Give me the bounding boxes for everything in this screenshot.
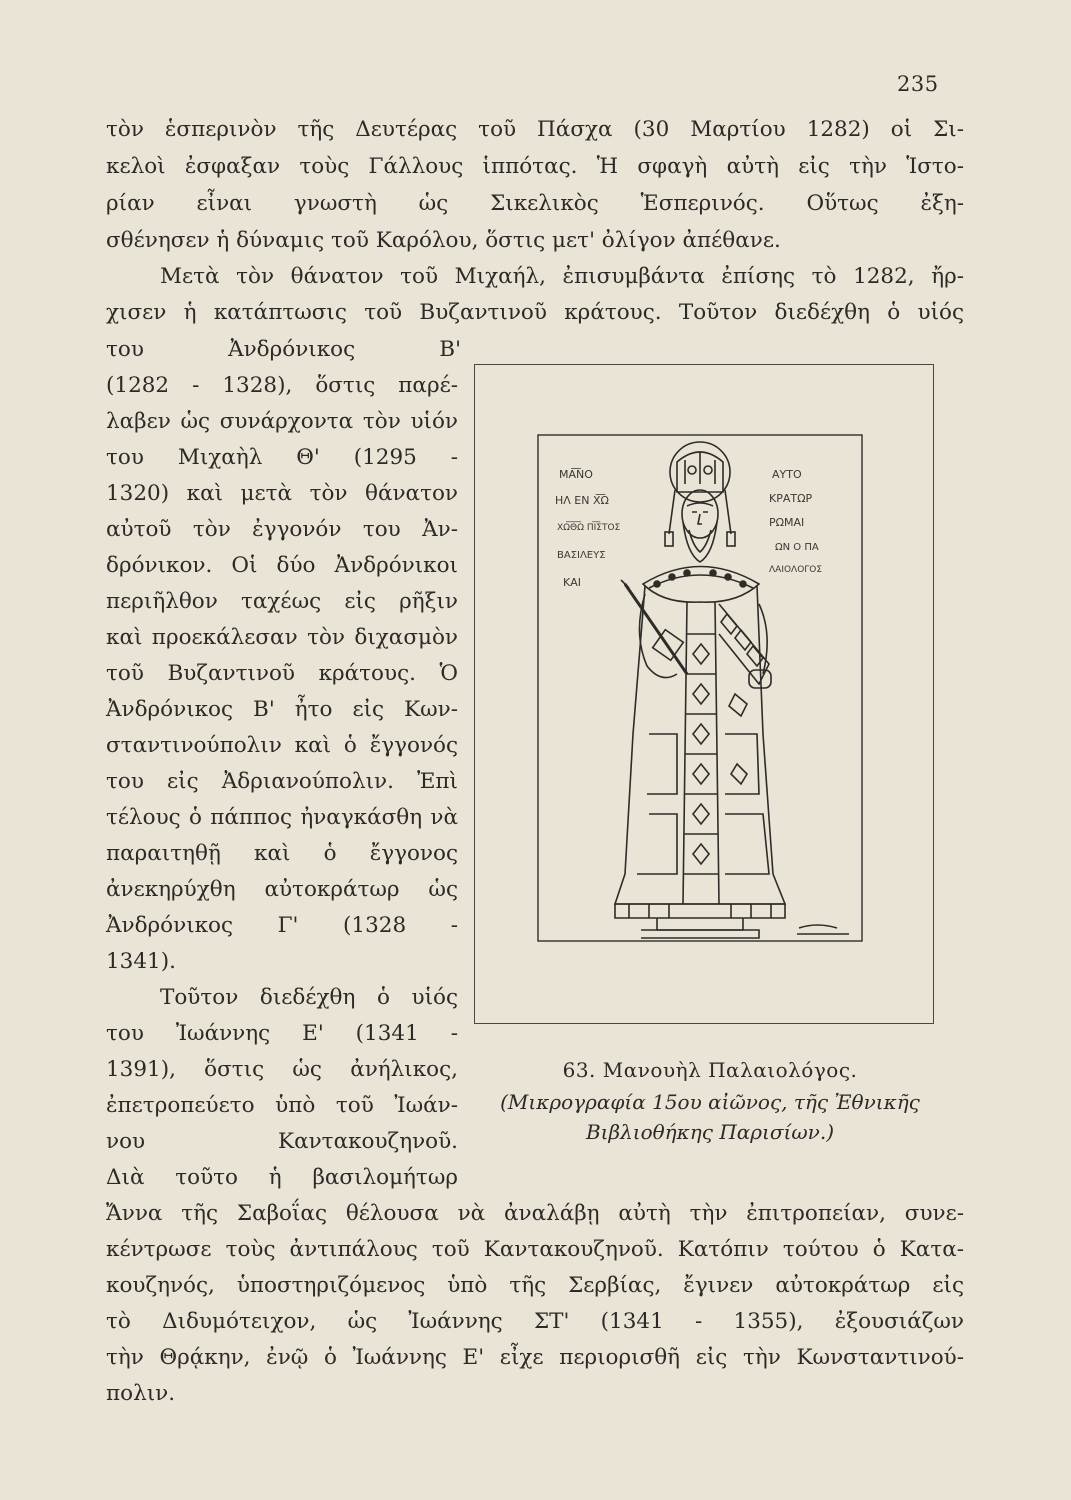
text-line: τέλους ὁ πάππος ἠναγκάσθη νὰ <box>106 805 458 830</box>
text-line: κέντρωσε τοὺς ἀντιπάλους τοῦ Καντακουζηνοῦ. Κατόπιν τούτου ὁ Κατα- <box>106 1237 964 1262</box>
inscription-left-2: ΧΩ͞Θ͞Ω ΠΙ͞ΣΤΟΣ <box>557 523 621 533</box>
text-line: του εἰς Ἀδριανούπολιν. Ἐπὶ <box>106 769 458 794</box>
text-line: του Ἰωάννης Ε' (1341 - <box>106 1021 458 1046</box>
text-line: πολιν. <box>106 1381 176 1406</box>
text-line: τὸν ἑσπερινὸν τῆς Δευτέρας τοῦ Πάσχα (30 Μαρτίου 1282) οἱ Σι- <box>106 117 964 142</box>
text-line: ἐπετροπεύετο ὑπὸ τοῦ Ἰωάν- <box>106 1093 458 1118</box>
inscription-right-1: ΚΡΑΤΩΡ <box>769 492 813 505</box>
text-line: αὐτοῦ τὸν ἐγγονόν του Ἀν- <box>106 517 458 542</box>
text-line: κελοὶ ἐσφαξαν τοὺς Γάλλους ἱππότας. Ἡ σφαγὴ αὐτὴ εἰς τὴν Ἱστο- <box>106 154 964 179</box>
text-line: κουζηνός, ὑποστηριζόμενος ὑπὸ τῆς Σερβίας, ἔγινεν αὐτοκράτωρ εἰς <box>106 1273 964 1298</box>
text-line: ἀνεκηρύχθη αὐτοκράτωρ ὡς <box>106 877 458 902</box>
emperor-illustration <box>537 434 863 942</box>
text-line: λαβεν ὡς συνάρχοντα τὸν υἱόν <box>106 409 458 434</box>
text-line: 1391), ὅστις ὡς ἀνήλικος, <box>106 1057 458 1082</box>
text-line: Μετὰ τὸν θάνατον τοῦ Μιχαήλ, ἐπισυμβάντα ἐπίσης τὸ 1282, ἤρ- <box>160 264 964 289</box>
text-line: τὴν Θρᾴκην, ἐνῷ ὁ Ἰωάννης Ε' εἶχε περιορισθῆ εἰς τὴν Κωνσταντινού- <box>106 1345 964 1370</box>
figure-caption-title: 63. Μανουὴλ Παλαιολόγος. <box>562 1058 858 1082</box>
text-line: σθένησεν ἡ δύναμις τοῦ Καρόλου, ὅστις μετ' ὀλίγον ἀπέθανε. <box>106 228 781 253</box>
text-line: παραιτηθῇ καὶ ὁ ἔγγονος <box>106 841 458 866</box>
text-line: περιῆλθον ταχέως εἰς ρῆξιν <box>106 589 458 614</box>
figure-caption-source: (Μικρογραφία 15ου αἰῶνος, τῆς Ἐθνικῆς <box>500 1090 920 1114</box>
text-line: χισεν ἡ κατάπτωσις τοῦ Βυζαντινοῦ κράτους. Τοῦτον διεδέχθη ὁ υἱός <box>106 300 964 325</box>
inscription-right-3: ΩΝ Ο ΠΑ <box>775 542 819 553</box>
text-line: τοῦ Βυζαντινοῦ κράτους. Ὁ <box>106 661 458 686</box>
text-line: του Μιχαὴλ Θ' (1295 - <box>106 445 458 470</box>
inscription-right-0: ΑΥΤΟ <box>772 468 802 481</box>
inscription-left-0: ΜΑ͞ΝΟ <box>559 468 593 481</box>
text-line: νου Καντακουζηνοῦ. <box>106 1129 458 1154</box>
inscription-left-1: ΗΛ ΕΝ Χ͞Ω <box>555 494 609 507</box>
text-line: 1341). <box>106 949 176 974</box>
text-line: Τοῦτον διεδέχθη ὁ υἱός <box>160 985 458 1010</box>
text-line: δρόνικον. Οἱ δύο Ἀνδρόνικοι <box>106 553 458 578</box>
figure-caption-source-2: Βιβλιοθήκης Παρισίων.) <box>585 1120 834 1144</box>
text-line: (1282 - 1328), ὅστις παρέ- <box>106 373 458 398</box>
page-number: 235 <box>897 72 939 96</box>
text-line: Ἄννα τῆς Σαβοΐας θέλουσα νὰ ἀναλάβῃ αὐτὴ τὴν ἐπιτροπείαν, συνε- <box>106 1201 964 1226</box>
inscription-right-2: ΡΩΜΑΙ <box>769 516 805 529</box>
inscription-right-4: ΛΑΙΟΛΟΓΟΣ <box>769 565 823 575</box>
text-line: σταντινούπολιν καὶ ὁ ἔγγονός <box>106 733 458 758</box>
text-line: καὶ προεκάλεσαν τὸν διχασμὸν <box>106 625 458 650</box>
text-line: 1320) καὶ μετὰ τὸν θάνατον <box>106 481 458 506</box>
inscription-left-4: ΚΑΙ <box>563 576 581 589</box>
text-line: Διὰ τοῦτο ἡ βασιλομήτωρ <box>106 1165 458 1190</box>
text-line: Ἀνδρόνικος Γ' (1328 - <box>106 913 458 938</box>
text-line: ρίαν εἶναι γνωστὴ ὡς Σικελικὸς Ἑσπερινός. Οὕτως ἐξη- <box>106 191 964 216</box>
text-line: Ἀνδρόνικος Β' ἦτο εἰς Κων- <box>106 697 458 722</box>
text-line: τὸ Διδυμότειχον, ὡς Ἰωάννης ΣΤ' (1341 - 1355), ἐξουσιάζων <box>106 1309 964 1334</box>
inscription-left-3: ΒΑΣΙΛΕΥΣ <box>557 550 606 561</box>
text-line: του Ἀνδρόνικος Β' <box>106 337 461 362</box>
